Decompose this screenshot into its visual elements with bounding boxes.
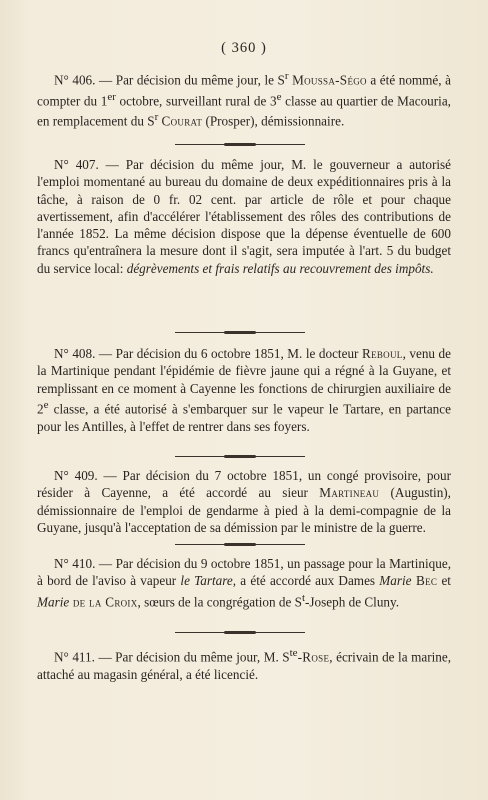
person-name: Courat — [161, 113, 203, 129]
entry-text: classe, a été autorisé à s'embarquer sur le vapeur le Tartare, en partance pour les Antilles, à l'effet de rentrer dans ses foyers. — [37, 401, 451, 434]
superscript: te — [289, 647, 298, 659]
superscript: r — [284, 70, 289, 82]
ship-name: le Tartare — [180, 573, 233, 589]
entry-408 — [37, 345, 451, 435]
person-name: de la Croix — [69, 593, 138, 609]
budget-heading: dégrèvements et frais relatifs au recouvrement des impôts. — [126, 260, 434, 276]
separator-rule — [175, 455, 305, 458]
entry-text: — Par décision du 6 octobre 1851, M. le docteur — [95, 346, 362, 361]
entry-407 — [37, 156, 451, 277]
entry-409-text — [37, 467, 451, 536]
entry-406 — [37, 68, 451, 130]
entry-text: a été nommé, à compter du 1 — [37, 72, 451, 109]
entry-number: N° 408. — [54, 346, 96, 361]
entry-406-text — [37, 68, 451, 130]
entry-text: (Prosper), démissionnaire. — [202, 113, 345, 129]
entry-text: , venu de la Martinique pendant l'épidémie de fièvre jaune qui a régné à la Guyane, et remplissant en ce moment à Cayenne les fonctions de chirurgien auxiliaire de 2 — [37, 346, 451, 417]
separator-rule — [175, 631, 305, 634]
separator-rule — [175, 543, 305, 546]
entry-text: -Joseph de Cluny. — [305, 593, 400, 609]
entry-411-text — [37, 645, 451, 683]
entry-text: — Par décision du 9 octobre 1851, un passage pour la Martinique, à bord de l'aviso à vapeur — [37, 556, 451, 589]
person-name: Moussa-Ségo — [292, 72, 367, 88]
entry-408-text — [37, 345, 451, 435]
entry-number: N° 409. — [54, 468, 98, 483]
entry-number: N° 406. — [54, 72, 96, 88]
entry-text: — Par décision du même jour, M. S — [94, 649, 290, 665]
entry-text: (Augustin), démissionnaire de l'emploi de gendarme à pied à la demi-compagnie de la Guyane, jusqu'à l'acceptation de sa démission par le ministre de la guerre. — [37, 485, 451, 535]
entry-410 — [37, 555, 451, 610]
superscript: e — [276, 90, 282, 103]
given-name: Marie — [37, 593, 70, 609]
entry-text: octobre, surveillant rural de 3 — [115, 93, 277, 109]
entry-text: — Par décision du même jour, M. le gouverneur a autorisé l'emploi momentané au bureau du domaine de deux expéditionnaires pris à la tâche, à raison de 0 fr. 02 cent. par article de rôle et pour chaque avertissement, afin d'accélérer l'établissement des rôles des contributions de l'année 1852. La même décision dispose que la dépense éventuelle de 600 francs qu'entraînera la mesure dont il s'agit, sera imputée à l'art. 5 du budget du service local: — [37, 157, 451, 276]
separator-rule — [175, 143, 305, 146]
entry-number: N° 407. — [54, 157, 99, 172]
entry-text: et — [437, 573, 451, 589]
superscript: t — [301, 591, 306, 604]
person-name: Martineau — [319, 485, 380, 501]
entry-text: — Par décision du 7 octobre 1851, un congé provisoire, pour résider à Cayenne, a été accordé au sieur — [37, 468, 451, 501]
entry-text: — Par décision du même jour, le S — [95, 72, 285, 88]
person-name: -Rose — [297, 649, 330, 665]
entry-text: , a été accordé aux Dames — [232, 573, 380, 589]
superscript: r — [154, 111, 159, 124]
entry-number: N° 411. — [54, 649, 95, 665]
entry-409 — [37, 467, 451, 536]
superscript: er — [107, 90, 116, 103]
entry-text: , écrivain de la marine, attaché au magasin général, a été licencié. — [37, 649, 451, 682]
separator-rule — [175, 331, 305, 334]
entry-text: , sœurs de la congrégation de S — [137, 593, 302, 609]
entry-410-text — [37, 555, 451, 610]
entry-407-text — [37, 156, 451, 277]
entry-text: classe au quartier de Macouria, en remplacement du S — [37, 93, 451, 129]
entry-411 — [37, 645, 451, 683]
person-name: Bec — [411, 573, 438, 589]
given-name: Marie — [379, 573, 412, 589]
page-number: ( 360 ) — [221, 40, 267, 56]
person-name: Reboul — [361, 346, 403, 361]
superscript: e — [43, 398, 49, 411]
entry-number: N° 410. — [54, 556, 96, 571]
